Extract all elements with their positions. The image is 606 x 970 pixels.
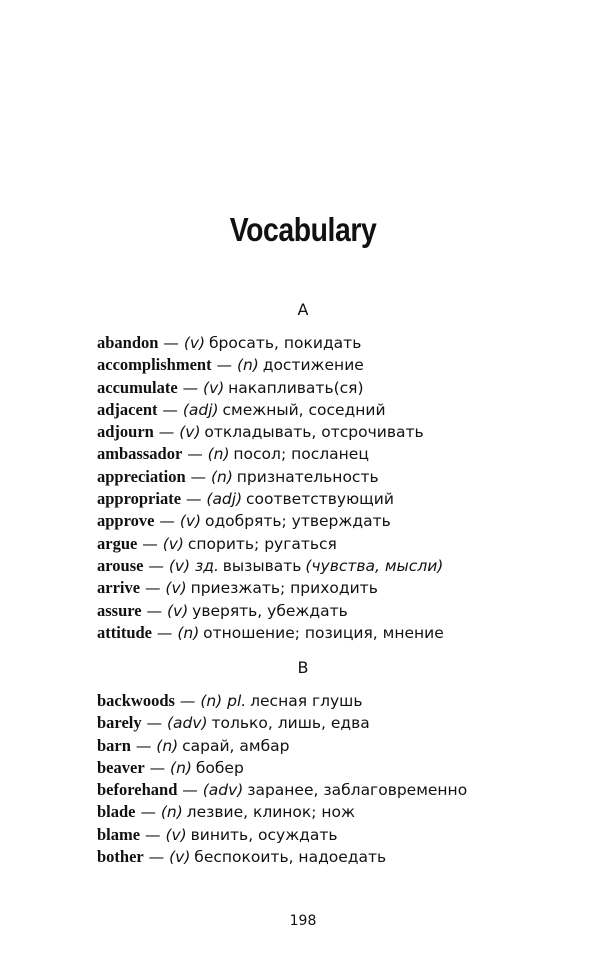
entry-part-of-speech: (adv) [202, 781, 244, 800]
entry-part-of-speech: (v) [162, 534, 184, 553]
entry-translation: лесная глушь [250, 692, 363, 710]
entry-translation: винить, осуждать [190, 825, 338, 844]
entry-part-of-speech: (v) [179, 423, 201, 442]
entry-word: appreciation [97, 466, 186, 486]
entry-dash: — [135, 803, 161, 822]
entry-dash: — [153, 423, 180, 442]
entry-word: blade [97, 802, 136, 822]
entry-word: backwoods [97, 691, 175, 710]
entry-translation: лезвие, клинок; нож [186, 803, 356, 822]
entry-part-of-speech: (n) pl. [200, 692, 247, 710]
entry-dash: — [177, 378, 204, 397]
entry-dash: — [141, 714, 167, 733]
entry-part-of-speech: (adj) [182, 400, 219, 419]
entry-dash: — [174, 692, 201, 710]
entry-dash: — [137, 534, 163, 553]
entry-translation: уверять, убеждать [192, 601, 348, 620]
entry-list-a [97, 332, 577, 644]
entry-note: (чувства, мысли) [305, 556, 444, 575]
entry-translation: соответствующий [246, 490, 394, 509]
entry-translation: сарай, амбар [182, 736, 290, 755]
entry-word: accumulate [97, 377, 178, 397]
page-number: 198 [289, 913, 317, 929]
entry-word: barn [97, 735, 131, 755]
entry-translation: признательность [236, 467, 379, 486]
entry-part-of-speech: (n) [160, 803, 183, 822]
vocabulary-entry [97, 555, 577, 577]
vocabulary-entry [97, 824, 577, 846]
entry-dash: — [185, 467, 211, 486]
entry-word: accomplishment [97, 355, 212, 375]
entry-translation: достижение [262, 356, 364, 375]
vocabulary-entry [97, 846, 577, 868]
entry-word: approve [97, 511, 155, 531]
entry-translation: накапливать(ся) [228, 378, 364, 397]
entry-word: assure [97, 600, 142, 620]
entry-part-of-speech: (adv) [166, 714, 208, 733]
entry-word: abandon [97, 333, 159, 352]
entry-part-of-speech: (n) [210, 467, 233, 486]
entry-part-of-speech: (n) [236, 356, 259, 375]
entry-translation: приезжать; приходить [190, 579, 378, 598]
entry-dash: — [157, 400, 183, 419]
entry-translation: смежный, соседний [222, 400, 386, 419]
entry-part-of-speech: (v) [179, 512, 202, 531]
entry-part-of-speech: (v) [165, 825, 187, 844]
vocabulary-entry [97, 354, 577, 376]
vocabulary-entry [97, 779, 577, 801]
vocabulary-entry [97, 577, 577, 599]
vocabulary-entry [97, 735, 577, 757]
entry-part-of-speech: (adj) [206, 490, 243, 509]
entry-translation: бобер [195, 758, 244, 777]
entry-dash: — [140, 825, 166, 844]
vocabulary-entry [97, 443, 577, 465]
entry-dash: — [211, 356, 237, 375]
vocabulary-entry [97, 466, 577, 488]
entry-word: bother [97, 847, 144, 867]
entry-word: arouse [97, 555, 144, 575]
entry-translation: посол; посланец [233, 445, 369, 464]
entry-dash: — [177, 781, 203, 800]
entry-translation: отношение; позиция, мнение [203, 623, 444, 642]
entry-dash: — [158, 334, 184, 352]
entry-dash: — [182, 445, 208, 464]
entry-part-of-speech: (n) [156, 736, 179, 755]
entry-part-of-speech: (v) зд. [168, 556, 219, 575]
entry-part-of-speech: (v) [183, 334, 206, 352]
entry-list-b [97, 690, 577, 868]
vocabulary-entry [97, 690, 577, 712]
entry-word: argue [97, 533, 138, 553]
entry-translation: одобрять; утверждать [204, 512, 391, 531]
entry-part-of-speech: (v) [169, 848, 191, 867]
entry-part-of-speech: (v) [203, 378, 225, 397]
section-letter-a: A [297, 300, 309, 319]
vocabulary-entry [97, 600, 577, 622]
entry-word: adjourn [97, 422, 154, 442]
entry-translation: беспокоить, надоедать [194, 848, 387, 867]
entry-part-of-speech: (n) [170, 758, 192, 777]
entry-translation: спорить; ругаться [187, 534, 337, 553]
entry-word: arrive [97, 578, 141, 598]
entry-part-of-speech: (n) [207, 445, 230, 464]
entry-dash: — [143, 848, 170, 867]
vocabulary-entry [97, 622, 577, 644]
vocabulary-entry [97, 510, 577, 532]
entry-translation: только, лишь, едва [211, 714, 370, 733]
entry-dash: — [141, 601, 167, 620]
vocabulary-entry [97, 712, 577, 734]
entry-dash: — [140, 579, 166, 598]
entry-dash: — [130, 736, 157, 755]
entry-word: beaver [97, 757, 145, 777]
vocabulary-entry [97, 399, 577, 421]
entry-part-of-speech: (v) [165, 579, 187, 598]
page-title: Vocabulary [229, 211, 377, 248]
entry-dash: — [143, 556, 169, 575]
entry-dash: — [152, 623, 178, 642]
section-letter-b: B [297, 658, 309, 677]
entry-word: beforehand [97, 780, 178, 800]
entry-translation: заранее, заблаговременно [247, 781, 468, 800]
entry-translation: вызывать [222, 556, 302, 575]
entry-part-of-speech: (n) [177, 623, 200, 642]
vocabulary-entry [97, 757, 577, 779]
entry-word: appropriate [97, 489, 182, 509]
entry-translation: откладывать, отсрочивать [204, 423, 424, 442]
entry-dash: — [154, 512, 180, 531]
entry-word: blame [97, 824, 141, 844]
vocabulary-entry [97, 332, 577, 354]
vocabulary-entry [97, 488, 577, 510]
entry-dash: — [181, 490, 207, 509]
entry-part-of-speech: (v) [166, 601, 189, 620]
entry-word: barely [97, 713, 142, 733]
vocabulary-entry [97, 533, 577, 555]
entry-dash: — [144, 758, 171, 777]
entry-word: attitude [97, 622, 152, 642]
entry-word: ambassador [97, 444, 183, 464]
vocabulary-entry [97, 421, 577, 443]
entry-translation: бросать, покидать [208, 334, 362, 352]
vocabulary-entry [97, 377, 577, 399]
vocabulary-entry [97, 801, 577, 823]
entry-word: adjacent [97, 399, 158, 419]
